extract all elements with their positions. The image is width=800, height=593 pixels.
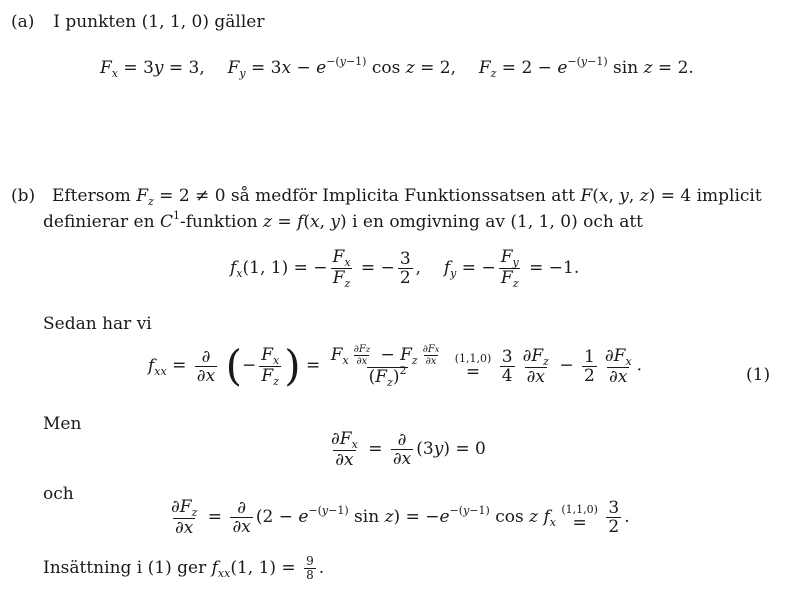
- part-b-text-1: så medför Implicita Funktionssatsen att: [230, 186, 576, 206]
- part-a-intro-text: I punkten (1, 1, 0) gäller: [53, 12, 265, 32]
- insattning-text: Insättning i (1) ger: [43, 558, 207, 578]
- part-b-label: (b): [11, 186, 36, 206]
- part-b-text-4: -funktion: [179, 212, 258, 232]
- equation-dFx-dx: $\frac{\partial F_x}{\partial x}$ = $\frac{\partial}{\partial x}$ (3y) = 0: [331, 429, 486, 470]
- part-a-intro: [11, 12, 264, 32]
- men-text: Men: [43, 414, 82, 434]
- part-a-label: (a): [11, 12, 35, 32]
- sedan-text: Sedan har vi: [43, 314, 152, 334]
- equation-implicit-derivatives: $f_x(1$, 1) = − $\frac{F_x}{F_z}$ = − $\frac{3}{2}$ , $f_y$ = − $\frac{F_y}{F_z}$ = −1.: [230, 247, 580, 290]
- equation-a-partials: $F_x = 3y = 3$, $F_y = 3x - e^{-(y-1)}$ cos z = 2, $F_z = 2 - e^{-(y-1)}$ sin z = 2.: [100, 55, 694, 80]
- part-b-line2: definierar en $C^1$-funktion z = f(x, y) i en omgivning av (1, 1, 0) och att: [43, 209, 644, 232]
- equation-fxx: $f_{xx}$ = $\frac{\partial}{\partial x}$ (− $\frac{F_x}{F_z}$ ) = $F_x$ $\frac{\partial Fz}{\partial x}$ − $F_z$ $\frac{\partial Fx}{\partial x}$ $(F_z)^2$ (1,1,0) = $\frac{3}{4}$ $\frac{\partial F_z}{\partial x}$ − $\frac{1}{2}$ $\frac{\partial F_x}{\partial x}$ .: [148, 341, 643, 390]
- insattning-line: Insättning i (1) ger $f_{xx}(1$, 1) = $\frac{9}{8}$ .: [43, 554, 325, 582]
- part-b-text-2: implicit: [696, 186, 762, 206]
- och-text: och: [43, 484, 74, 504]
- part-b-text-5: i en omgivning av (1, 1, 0) och att: [352, 212, 644, 232]
- part-b-eftersom: Eftersom: [51, 186, 131, 206]
- equation-number: (1): [746, 365, 771, 385]
- equation-dFz-dx: $\frac{\partial F_z}{\partial x}$ = $\frac{\partial}{\partial x}$ ($2 - e^{-(y-1)}$ $\sin z) = -e^{-(y-1)}$ cos z $f_x$ (1,1,0) = $\frac{3}{2}$ .: [171, 497, 630, 538]
- part-b-text-3: definierar en: [43, 212, 155, 232]
- part-b-line1: (b) Eftersom $F_z = 2 \ne 0$ så medför Implicita Funktionssatsen att F(x, y, z) = 4 implicit: [11, 186, 762, 208]
